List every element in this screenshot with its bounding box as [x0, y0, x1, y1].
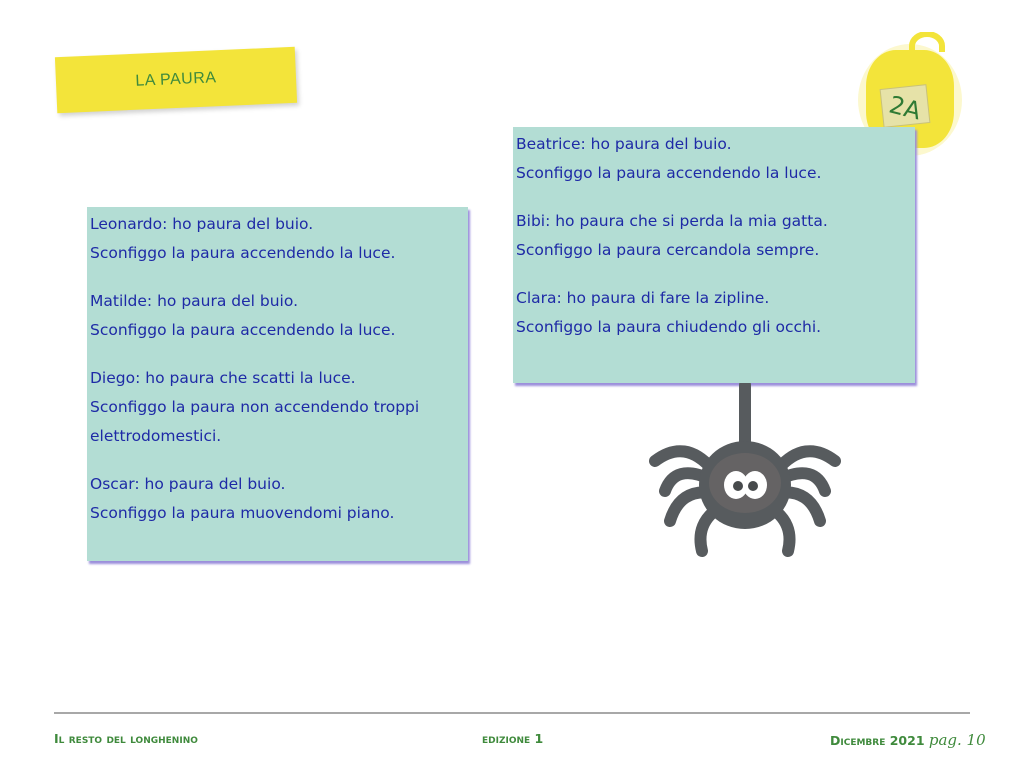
entry-line: Sconfiggo la paura non accendendo troppi [90, 398, 420, 416]
footer-date-text: Dicembre 2021 [830, 733, 925, 748]
footer-edition: edizione 1 [482, 731, 544, 746]
entry-oscar [90, 470, 468, 528]
entry-line: Sconfiggo la paura accendendo la luce. [516, 164, 822, 182]
entry-line: Sconfiggo la paura chiudendo gli occhi. [516, 318, 822, 336]
entry-line: Sconfiggo la paura muovendomi piano. [90, 504, 395, 522]
footer-publication: Il resto del longhenino [54, 731, 198, 746]
entry-line: Sconfiggo la paura accendendo la luce. [90, 321, 396, 339]
footer-date [830, 731, 986, 749]
left-card [87, 207, 468, 561]
entry-line: Sconfiggo la paura accendendo la luce. [90, 244, 396, 262]
entry-line: Sconfiggo la paura cercandola sempre. [516, 241, 820, 259]
entry-line: Diego: ho paura che scatti la luce. [90, 369, 356, 387]
entry-line: Clara: ho paura di fare la zipline. [516, 289, 770, 307]
entry-leonardo [90, 210, 468, 268]
entry-clara [516, 284, 915, 342]
entry-line: Leonardo: ho paura del buio. [90, 215, 314, 233]
footer-divider [54, 712, 970, 714]
entry-bibi [516, 207, 915, 265]
title-note [55, 47, 297, 113]
entry-line: Bibi: ho paura che si perda la mia gatta. [516, 212, 828, 230]
entry-diego [90, 364, 468, 451]
spider-icon [640, 383, 846, 563]
right-card [513, 127, 915, 383]
entry-beatrice [516, 130, 915, 188]
entry-line: Beatrice: ho paura del buio. [516, 135, 732, 153]
entry-line: Matilde: ho paura del buio. [90, 292, 298, 310]
entry-line: elettrodomestici. [90, 427, 222, 445]
page-number: pag. 10 [928, 731, 986, 749]
page-title: LA PAURA [135, 69, 217, 90]
entry-matilde [90, 287, 468, 345]
entry-line: Oscar: ho paura del buio. [90, 475, 286, 493]
class-tag-label: 2A [886, 90, 924, 126]
